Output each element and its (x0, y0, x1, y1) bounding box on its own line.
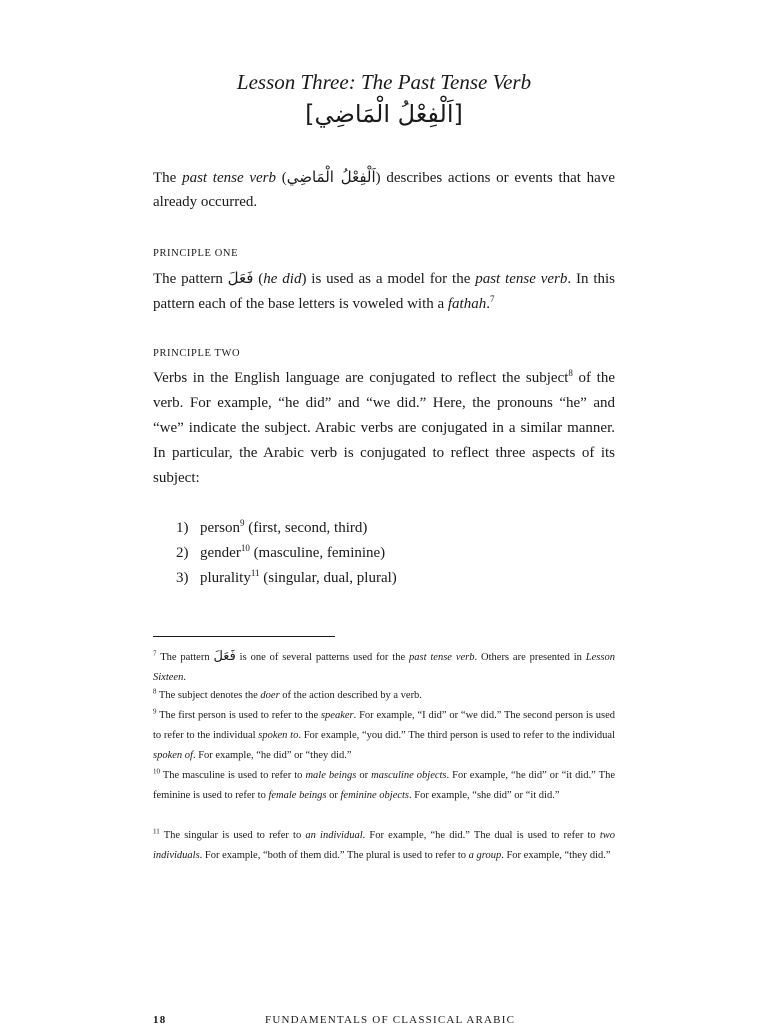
footnote-7: $^7$ The pattern فَعَلَ is one of several patterns used for the past tense verb. Others are presented in Lesson Sixteen. (153, 649, 615, 683)
footnote-11: $^{11}$ The singular is used to refer to an individual. For example, “he did.” The dual is used to refer to two individuals. For example, “both of them did.” The plural is used to refer to a group. For example, “they did.” (153, 827, 615, 861)
aspects-list (176, 516, 397, 591)
page-number: 18 (153, 1014, 167, 1026)
running-footer-title: FUNDAMENTALS OF CLASSICAL ARABIC (265, 1014, 516, 1026)
list-item: 1) person$^9$ (first, second, third) (176, 518, 368, 536)
page-title: Lesson Three: The Past Tense Verb (236, 70, 532, 94)
arabic-subtitle: [اَلْفِعْلُ الْمَاضِي] (305, 100, 463, 128)
arabic-term: اَلْفِعْلُ الْمَاضِي (286, 168, 376, 186)
intro-paragraph-line2: already occurred. (153, 194, 258, 210)
list-item: 2) gender$^{10}$ (masculine, feminine) (176, 543, 386, 561)
footnote-10: $^{10}$ The masculine is used to refer to male beings or masculine objects. For example, “he did” or “it did.” The feminine is used to refer to female beings or feminine objects. For example, “she did” or “it did.” (153, 767, 615, 801)
footnote-8: $^8$ The subject denotes the doer of the action described by a verb. (153, 687, 422, 701)
principle-two-paragraph: Verbs in the English language are conjugated to reflect the subject$^8$ of the verb. For example, “he did” and “we did.” Here, the pronouns “he” and “we” indicate the subject. Arabic verbs are conjugated in a similar manner. In particular, the Arabic verb is conjugated to reflect three aspects of its subject: (153, 368, 615, 486)
footnote-9: $^9$ The first person is used to refer to the speaker. For example, “I did” or “we did.” The second person is used to refer to the individual spoken to. For example, “you did.” The third person is used to refer to the individual spoken of. For example, “he did” or “they did.” (153, 707, 615, 761)
footnote-ref-8: 8 (568, 368, 573, 378)
principle-one-paragraph: The pattern فَعَلَ (he did) is used as a model for the past tense verb. In this pattern each of the base letters is voweled with a fathah.$^7$ (153, 269, 615, 312)
list-item: 3) plurality$^{11}$ (singular, dual, plural) (176, 568, 397, 586)
intro-paragraph: The past tense verb (اَلْفِعْلُ الْمَاضِي) describes actions or events that have (153, 168, 615, 186)
footnote-divider (153, 636, 335, 637)
arabic-pattern: فَعَلَ (227, 269, 254, 287)
footnote-ref-7: 7 (489, 294, 495, 304)
principle-two-heading: PRINCIPLE TWO (153, 348, 241, 359)
term-past-tense-verb: past tense verb (182, 170, 277, 186)
principle-one-heading: PRINCIPLE ONE (153, 248, 239, 259)
